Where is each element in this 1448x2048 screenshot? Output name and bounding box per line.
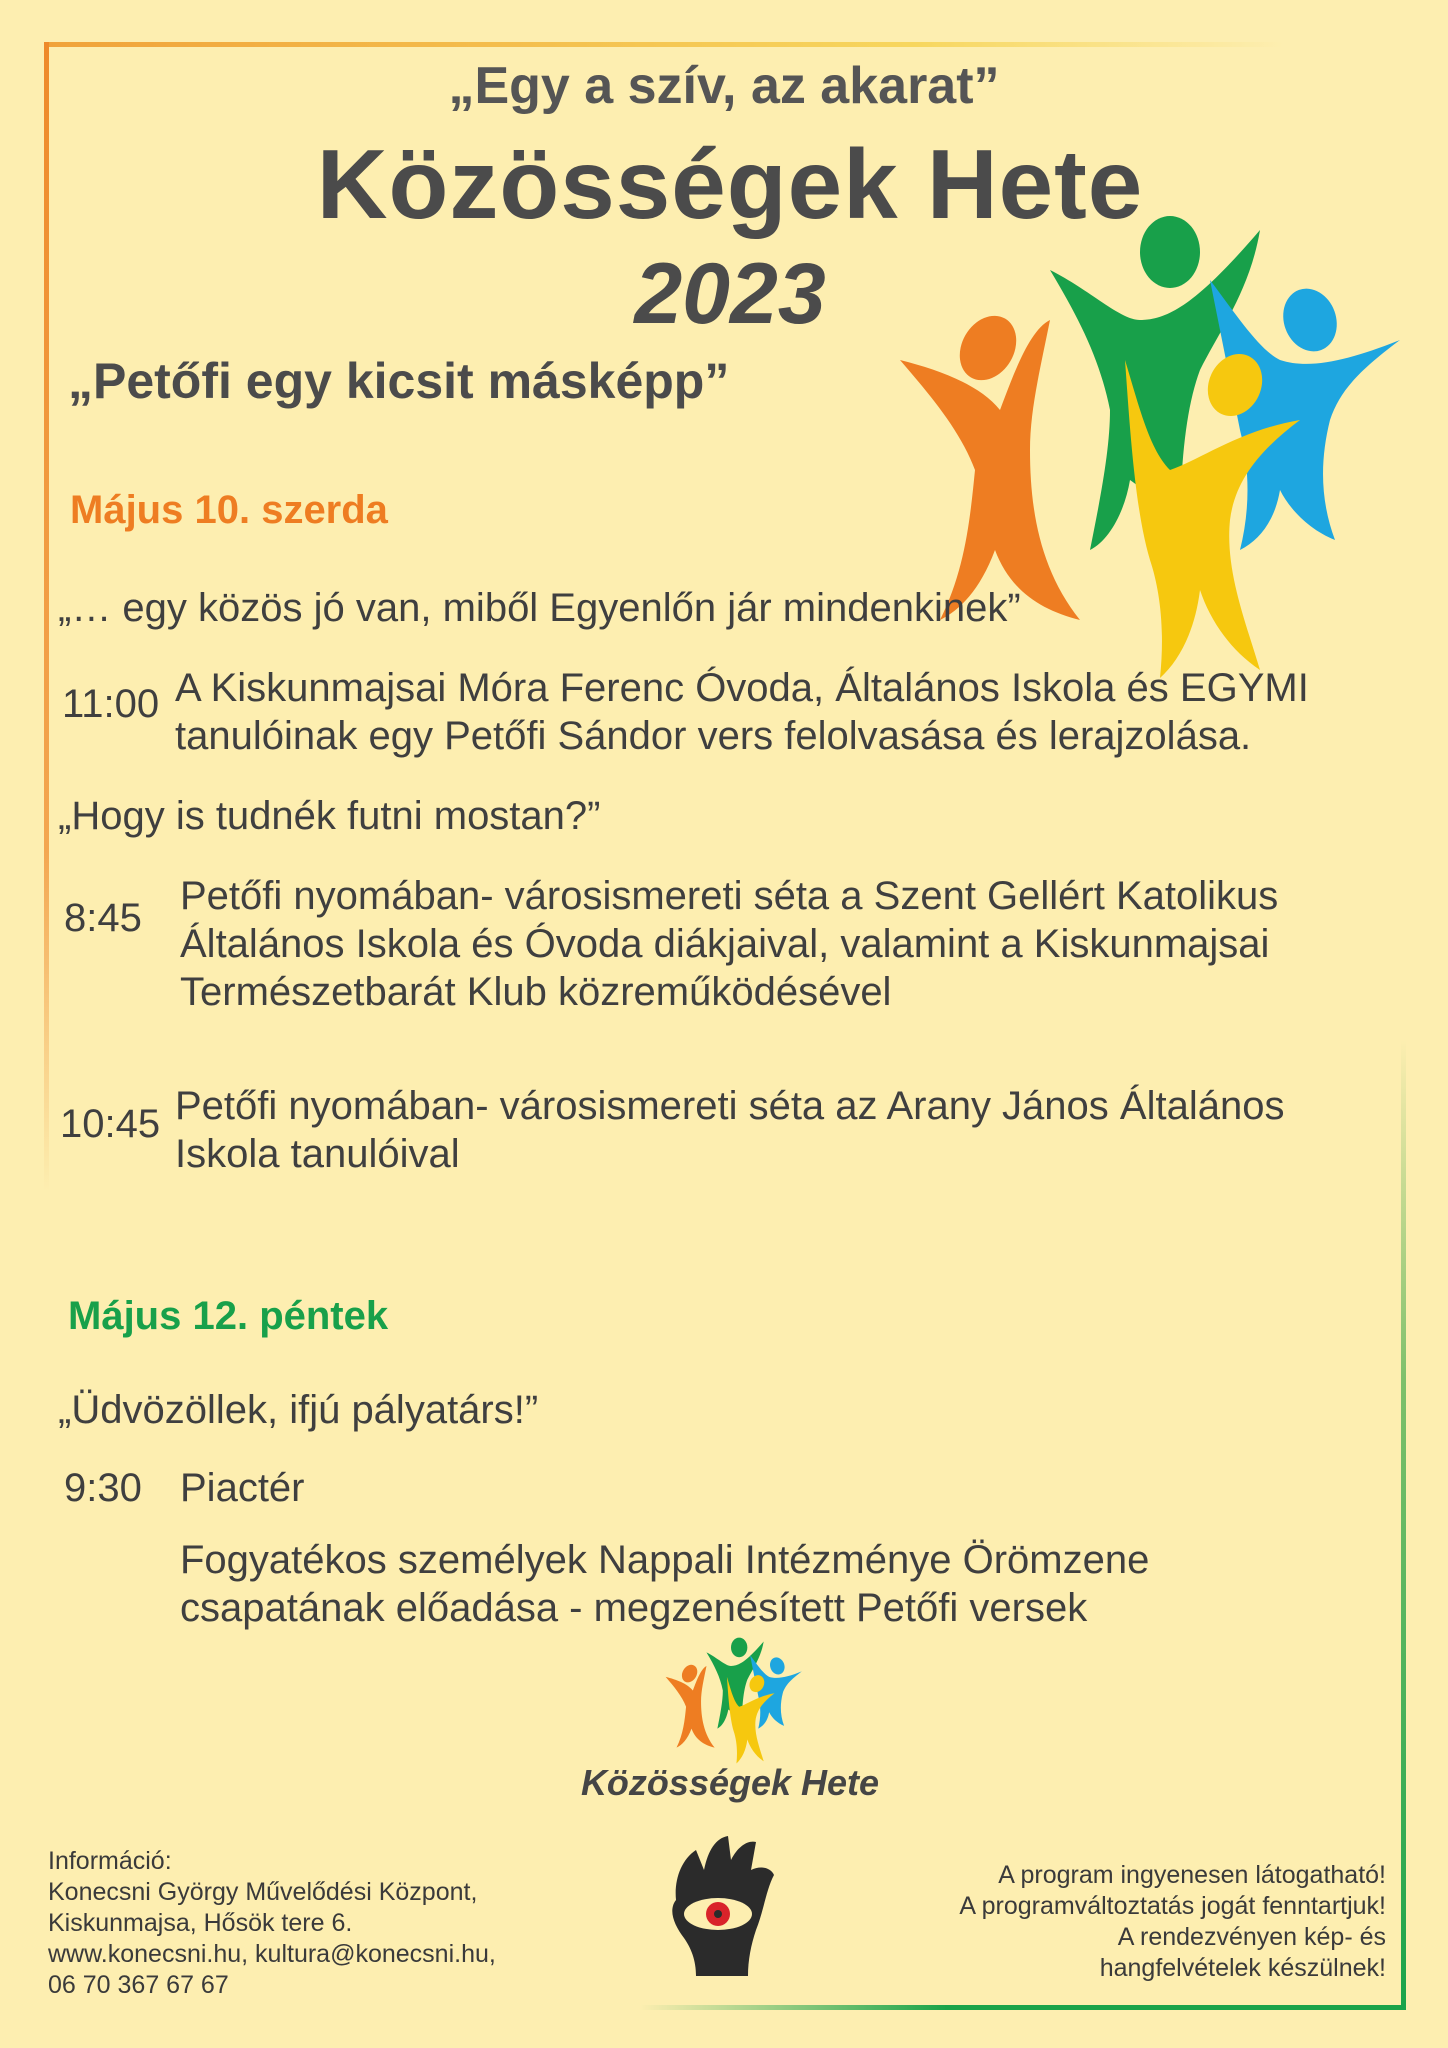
info-label: Információ:: [48, 1847, 172, 1875]
motto: „Egy a szív, az akarat”: [448, 57, 1000, 115]
notice: [860, 1860, 1386, 1984]
quote: „Hogy is tudnék futni mostan?”: [58, 794, 601, 838]
day-heading: Május 10. szerda: [70, 488, 388, 532]
event-time: 10:45: [60, 1102, 161, 1146]
people-figures-icon: [660, 1636, 802, 1764]
logo-text: Közösségek Hete: [580, 1762, 880, 1803]
event-description: [180, 1536, 1280, 1632]
quote: „Üdvözöllek, ifjú pályatárs!”: [58, 1388, 539, 1432]
event-line: Iskola tanulóival: [175, 1132, 460, 1176]
page-title: Közösségek Hete: [316, 129, 1144, 239]
event-line: tanulóinak egy Petőfi Sándor vers felolvasása és lerajzolása.: [175, 714, 1252, 758]
event-line: Fogyatékos személyek Nappali Intézménye Örömzene: [180, 1538, 1150, 1582]
notice-line: hangfelvételek készülnek!: [1099, 1954, 1386, 1982]
event-description: [175, 664, 1415, 760]
event-description: [180, 872, 1380, 1016]
hand-eye-icon: [656, 1830, 786, 1980]
event-line: Általános Iskola és Óvoda diákjaival, valamint a Kiskunmajsai: [180, 922, 1270, 966]
frame-bottom-border: [640, 2005, 1406, 2010]
subtitle: „Petőfi egy kicsit másképp”: [68, 353, 730, 409]
event-place: Piactér: [180, 1466, 305, 1510]
info-line: 06 70 367 67 67: [48, 1971, 229, 1999]
event-line: A Kiskunmajsai Móra Ferenc Óvoda, Általános Iskola és EGYMI: [175, 666, 1309, 710]
event-line: Petőfi nyomában- városismereti séta az Arany János Általános: [175, 1084, 1285, 1128]
event-time: 11:00: [62, 682, 160, 726]
frame-right-border: [1401, 1040, 1406, 2010]
notice-line: A programváltoztatás jogát fenntartjuk!: [959, 1892, 1386, 1920]
event-line: csapatának előadása - megzenésített Petőfi versek: [180, 1586, 1088, 1630]
frame-top-border: [44, 42, 1284, 47]
year: 2023: [634, 246, 826, 342]
info-line: Kiskunmajsa, Hősök tere 6.: [48, 1909, 353, 1937]
event-line: Petőfi nyomában- városismereti séta a Szent Gellért Katolikus: [180, 874, 1279, 918]
info-line: www.konecsni.hu, kultura@konecsni.hu,: [48, 1940, 496, 1968]
event-time: 8:45: [64, 896, 142, 940]
info-line: Konecsni György Művelődési Központ,: [48, 1878, 478, 1906]
day-heading: Május 12. péntek: [68, 1294, 389, 1338]
contact-info: [48, 1846, 496, 2001]
event-time: 9:30: [64, 1466, 142, 1510]
event-description: [175, 1082, 1415, 1178]
quote: „… egy közös jó van, miből Egyenlőn jár mindenkinek”: [58, 586, 1021, 630]
event-line: Természetbarát Klub közreműködésével: [180, 970, 892, 1014]
notice-line: A rendezvényen kép- és: [1117, 1923, 1386, 1951]
notice-line: A program ingyenesen látogatható!: [998, 1861, 1386, 1889]
